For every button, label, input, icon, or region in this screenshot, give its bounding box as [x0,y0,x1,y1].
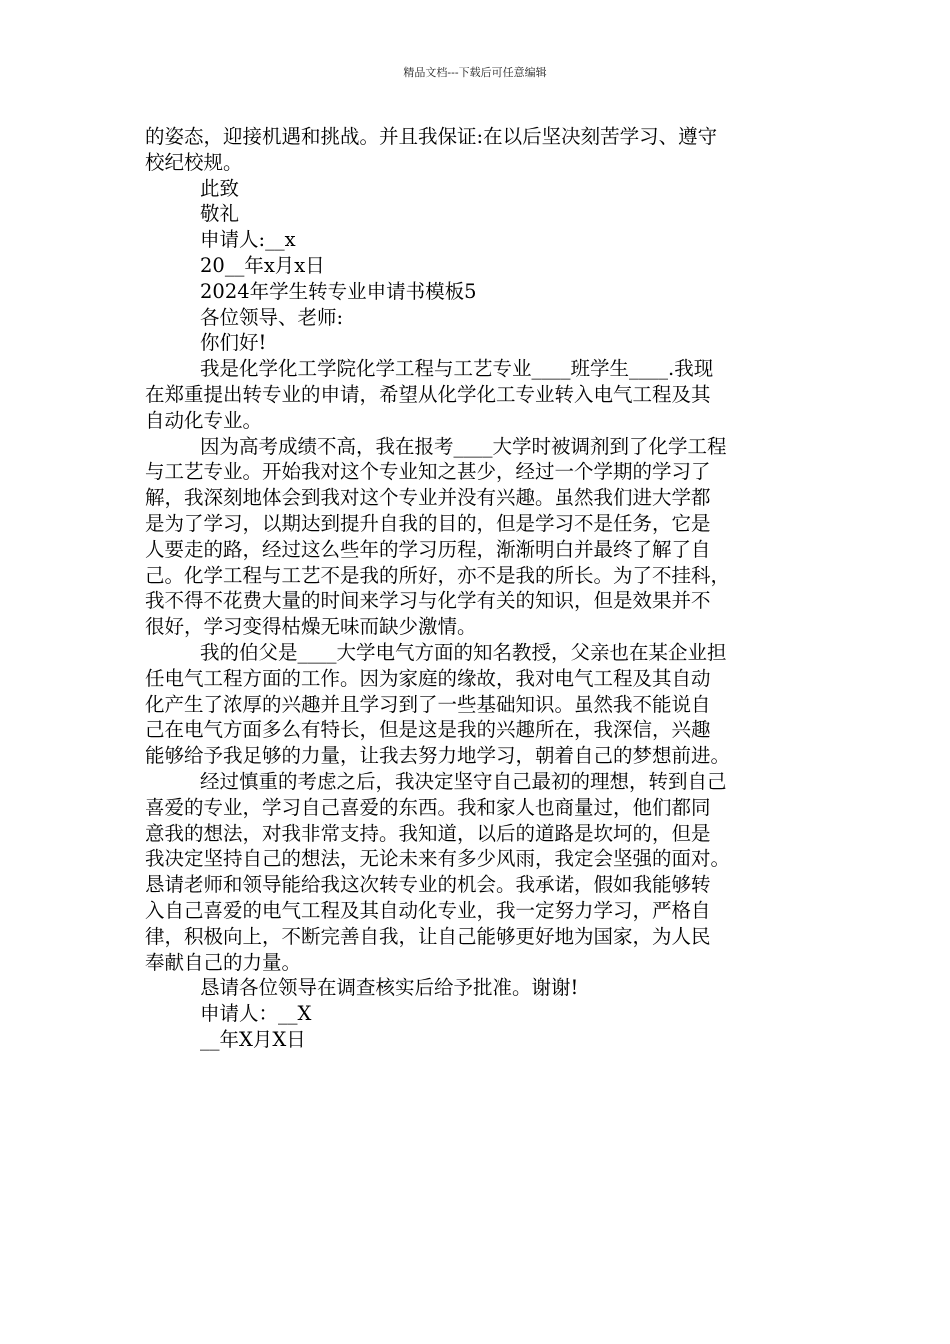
document-line: 在郑重提出转专业的申请，希望从化学化工专业转入电气工程及其 [145,382,711,406]
document-line: 自动化专业。 [145,408,263,432]
document-line: 恳请各位领导在调查核实后给予批准。谢谢! [200,976,579,1000]
document-line: 恳请老师和领导能给我这次转专业的机会。我承诺，假如我能够转 [145,873,711,897]
document-body [145,124,815,1053]
document-line: 敬礼 [200,202,240,226]
document-line: 申请人：__X [200,1002,312,1026]
document-line: 解，我深刻地体会到我对这个专业并没有兴趣。虽然我们进大学都 [145,486,711,510]
document-line: 人要走的路，经过这么些年的学习历程，渐渐明白并最终了解了自 [145,537,711,561]
document-line: 我的伯父是____大学电气方面的知名教授，父亲也在某企业担 [200,640,727,664]
document-line: 我决定坚持自己的想法，无论未来有多少风雨，我定会坚强的面对。 [145,847,731,871]
document-line: 是为了学习，以期达到提升自我的目的，但是学习不是任务，它是 [145,511,711,535]
document-line: 任电气工程方面的工作。因为家庭的缘故，我对电气工程及其自动 [145,666,711,690]
document-line: 2024年学生转专业申请书模板5 [200,279,477,303]
document-line: 校纪校规。 [145,150,243,174]
document-line: 很好，学习变得枯燥无味而缺少激情。 [145,615,477,639]
document-line: 申请人:__x [200,228,296,252]
document-line: 各位领导、老师: [200,305,344,329]
document-line: 化产生了浓厚的兴趣并且学习到了一些基础知识。虽然我不能说自 [145,692,711,716]
document-line: 与工艺专业。开始我对这个专业知之甚少，经过一个学期的学习了 [145,460,711,484]
document-line: __年X月X日 [200,1027,306,1051]
document-line: 因为高考成绩不高，我在报考____大学时被调剂到了化学工程 [200,434,727,458]
document-line: 能够给予我足够的力量，让我去努力地学习，朝着自己的梦想前进。 [145,744,731,768]
document-line: 喜爱的专业，学习自己喜爱的东西。我和家人也商量过，他们都同 [145,795,711,819]
document-line: 我不得不花费大量的时间来学习与化学有关的知识，但是效果并不 [145,589,711,613]
document-line: 此致 [200,176,240,200]
document-line: 律，积极向上，不断完善自我，让自己能够更好地为国家，为人民 [145,924,711,948]
document-line: 经过慎重的考虑之后，我决定坚守自己最初的理想，转到自己 [200,769,727,793]
document-line: 己在电气方面多么有特长，但是这是我的兴趣所在，我深信，兴趣 [145,718,711,742]
document-line: 我是化学化工学院化学工程与工艺专业____班学生____.我现 [200,357,714,381]
document-line: 意我的想法，对我非常支持。我知道，以后的道路是坎坷的，但是 [145,821,711,845]
document-line: 己。化学工程与工艺不是我的所好，亦不是我的所长。为了不挂科， [145,563,731,587]
document-line: 你们好! [200,331,267,355]
page-header: 精品文档---下载后可任意编辑 [403,66,547,79]
document-line: 20__年x月x日 [200,253,325,277]
document-line: 奉献自己的力量。 [145,950,302,974]
document-line: 入自己喜爱的电气工程及其自动化专业，我一定努力学习，严格自 [145,898,711,922]
document-line: 的姿态，迎接机遇和挑战。并且我保证:在以后坚决刻苦学习、遵守 [145,125,718,148]
